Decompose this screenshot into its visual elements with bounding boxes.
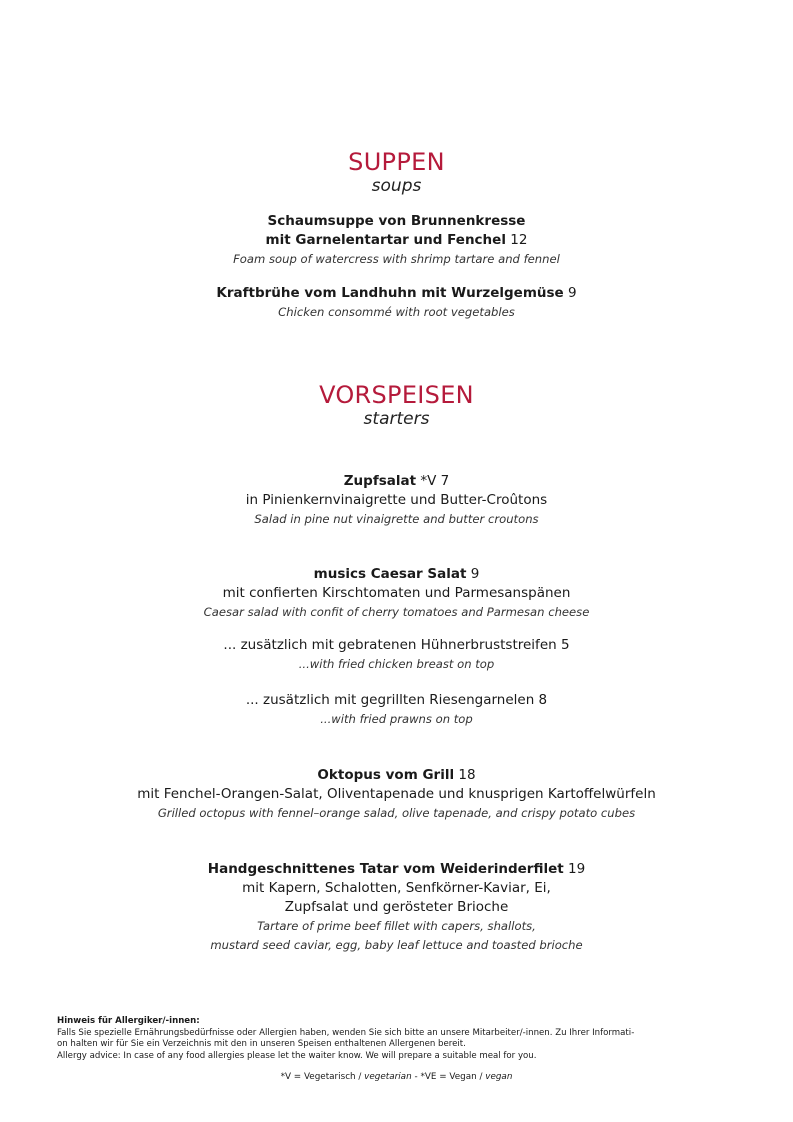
legend-vegetarian-en: vegetarian bbox=[364, 1072, 412, 1082]
section-title-soups: SUPPEN bbox=[348, 148, 445, 176]
dish-english: Chicken consommé with root vegetables bbox=[278, 305, 515, 319]
legend-vegan-de: *VE = Vegan / bbox=[420, 1072, 483, 1082]
dish-description: Zupfsalat und gerösteter Brioche bbox=[284, 899, 509, 915]
dish-caesar-salad bbox=[0, 565, 793, 622]
dish-name: Zupfsalat bbox=[343, 473, 417, 489]
dish-price: 19 bbox=[568, 861, 586, 877]
dish-description: mit confierten Kirschtomaten und Parmesanspänen bbox=[222, 585, 571, 601]
dish-english: Tartare of prime beef fillet with capers, shallots, bbox=[257, 919, 536, 933]
starters-header bbox=[0, 381, 793, 429]
dish-name: Kraftbrühe vom Landhuhn mit Wurzelgemüse bbox=[216, 285, 564, 301]
dish-english: Salad in pine nut vinaigrette and butter croutons bbox=[254, 512, 539, 526]
allergy-notice-title: Hinweis für Allergiker/-innen: bbox=[57, 1016, 200, 1026]
allergy-notice-line: Falls Sie spezielle Ernährungsbedürfnisse oder Allergien haben, wenden Sie sich bitte an unsere Mitarbeiter/-innen. Zu Ihrer Informati- bbox=[57, 1027, 635, 1038]
dish-english: Caesar salad with confit of cherry tomatoes and Parmesan cheese bbox=[203, 605, 590, 619]
diet-legend bbox=[0, 1072, 793, 1082]
section-subtitle-soups: soups bbox=[371, 176, 422, 196]
dish-price: *V 7 bbox=[420, 473, 450, 489]
soups-header bbox=[0, 148, 793, 196]
addon-english: ...with fried chicken breast on top bbox=[298, 657, 495, 671]
dish-english: Foam soup of watercress with shrimp tartare and fennel bbox=[233, 252, 560, 266]
dish-price: 9 bbox=[470, 566, 480, 582]
dish-tartare bbox=[0, 860, 793, 955]
dish-price: 12 bbox=[510, 232, 528, 248]
dish-name: Oktopus vom Grill bbox=[317, 767, 455, 783]
legend-vegetarian-de: *V = Vegetarisch / bbox=[280, 1072, 362, 1082]
dish-name: musics Caesar Salat bbox=[313, 566, 467, 582]
dish-watercress-soup bbox=[0, 212, 793, 269]
section-title-starters: VORSPEISEN bbox=[319, 381, 474, 409]
addon-description: ... zusätzlich mit gegrillten Riesengarnelen 8 bbox=[245, 692, 548, 708]
addon-prawns bbox=[0, 691, 793, 729]
section-subtitle-starters: starters bbox=[363, 409, 430, 429]
dish-english: Grilled octopus with fennel–orange salad, olive tapenade, and crispy potato cubes bbox=[157, 806, 636, 820]
legend-separator: - bbox=[414, 1072, 418, 1082]
addon-chicken bbox=[0, 636, 793, 674]
addon-english: ...with fried prawns on top bbox=[320, 712, 473, 726]
addon-description: ... zusätzlich mit gebratenen Hühnerbruststreifen 5 bbox=[223, 637, 570, 653]
dish-name: Schaumsuppe von Brunnenkresse bbox=[267, 213, 526, 229]
dish-price: 18 bbox=[458, 767, 476, 783]
dish-description: mit Kapern, Schalotten, Senfkörner-Kaviar, Ei, bbox=[242, 880, 551, 896]
dish-octopus bbox=[0, 766, 793, 823]
dish-name: Handgeschnittenes Tatar vom Weiderinderfilet bbox=[207, 861, 564, 877]
allergy-notice-line: Allergy advice: In case of any food allergies please let the waiter know. We will prepare a suitable meal for you. bbox=[57, 1050, 537, 1061]
dish-price: 9 bbox=[567, 285, 577, 301]
allergy-notice bbox=[57, 1016, 747, 1062]
dish-zupfsalat bbox=[0, 472, 793, 529]
legend-vegan-en: vegan bbox=[485, 1072, 513, 1082]
dish-consomme bbox=[0, 284, 793, 322]
dish-description: mit Fenchel-Orangen-Salat, Oliventapenade und knusprigen Kartoffelwürfeln bbox=[137, 786, 656, 802]
allergy-notice-line: on halten wir für Sie ein Verzeichnis mit den in unseren Speisen enthaltenen Allergenen bereit. bbox=[57, 1039, 466, 1049]
dish-description: in Pinienkernvinaigrette und Butter-Croûtons bbox=[245, 492, 548, 508]
dish-name: mit Garnelentartar und Fenchel bbox=[265, 232, 506, 248]
dish-english: mustard seed caviar, egg, baby leaf lettuce and toasted brioche bbox=[210, 938, 583, 952]
